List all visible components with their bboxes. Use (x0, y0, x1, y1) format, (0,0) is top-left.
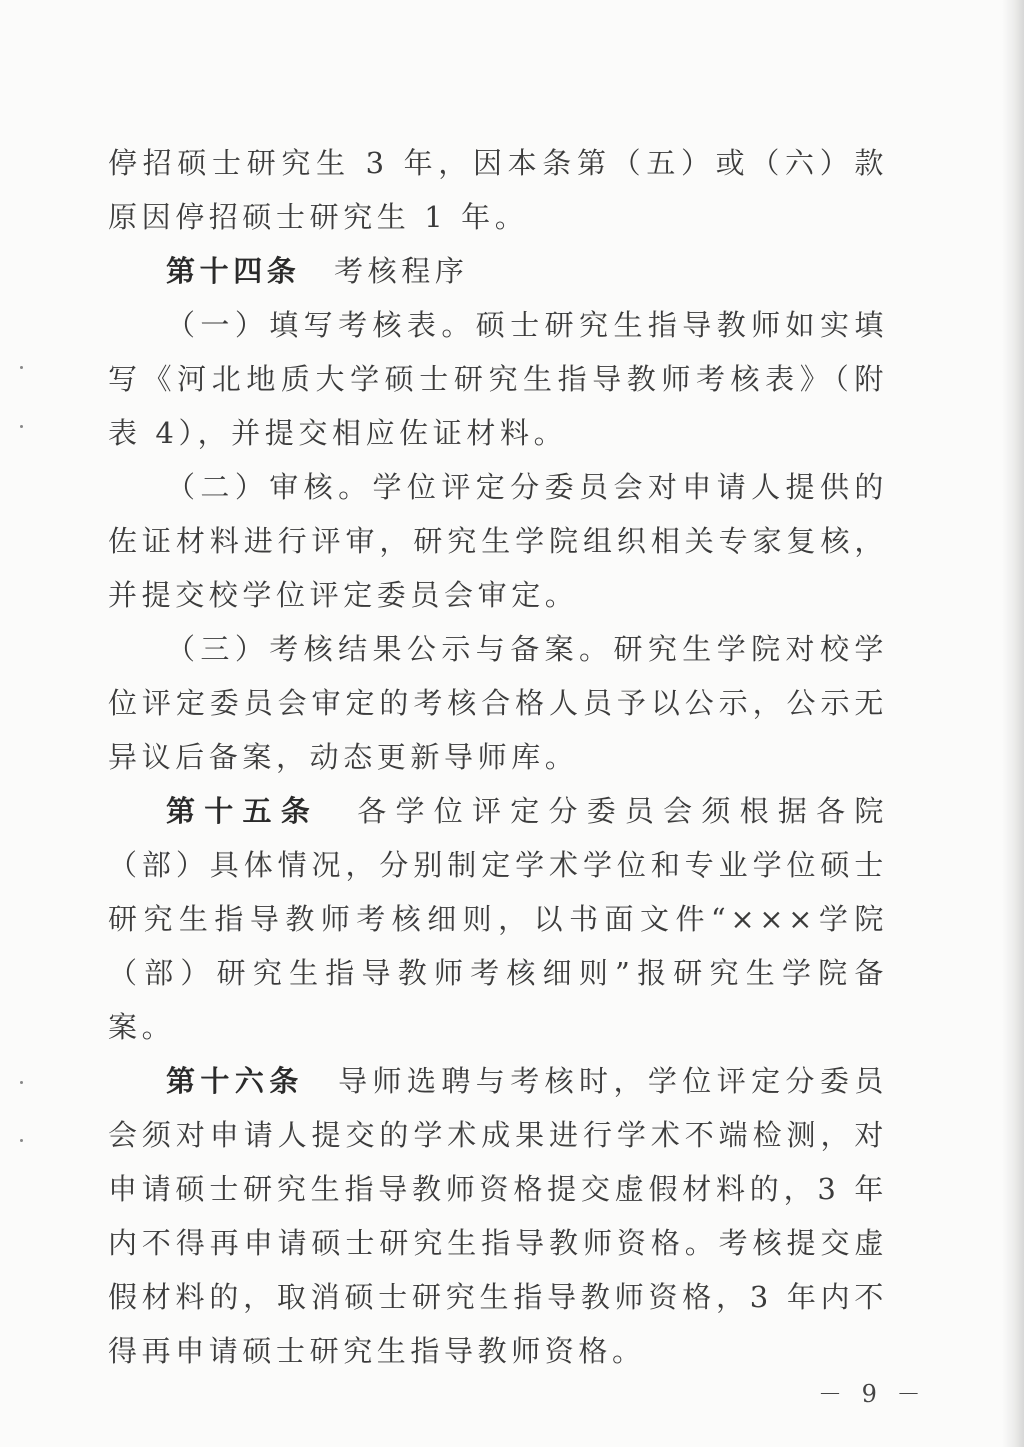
page-number: － 9 － (818, 1380, 927, 1408)
article-16 (108, 1054, 888, 1378)
article-number: 第十六条 (166, 1064, 304, 1098)
article-number: 第十四条 (166, 254, 301, 288)
paragraph-continuation (108, 136, 888, 244)
paragraph-text: （三）考核结果公示与备案。研究生学院对校学位评定委员会审定的考核合格人员予以公示，公示无异议后备案，动态更新导师库。 (108, 632, 888, 774)
paragraph-text: （二）审核。学位评定分委员会对申请人提供的佐证材料进行评审，研究生学院组织相关专家复核，并提交校学位评定委员会审定。 (108, 470, 888, 612)
paragraph-step-3 (108, 622, 888, 784)
article-number: 第十五条 (166, 794, 319, 828)
scan-speck (20, 425, 23, 428)
paragraph-text: 导师选聘与考核时，学位评定分委员会须对申请人提交的学术成果进行学术不端检测，对申请硕士研究生指导教师资格提交虚假材料的，3 年内不得再申请硕士研究生指导教师资格。考核提交虚假材料的，取消硕士研究生指导教师资格，3 年内不得再申请硕士研究生指导教师资格。 (108, 1064, 888, 1368)
body-text (108, 136, 888, 1378)
paragraph-text: 各学位评定分委员会须根据各院（部）具体情况，分别制定学术学位和专业学位硕士研究生指导教师考核细则，以书面文件“×××学院（部）研究生指导教师考核细则”报研究生学院备案。 (108, 794, 888, 1044)
scan-speck (20, 1081, 23, 1084)
scan-speck (20, 1139, 23, 1142)
paragraph-step-1 (108, 298, 888, 460)
article-15 (108, 784, 888, 1054)
scan-edge-shadow (1002, 0, 1024, 1447)
article-title: 考核程序 (334, 254, 469, 288)
article-14-heading (108, 244, 888, 298)
scan-speck (20, 366, 23, 369)
paragraph-text: （一）填写考核表。硕士研究生指导教师如实填写《河北地质大学硕士研究生指导教师考核表》（附表 4），并提交相应佐证材料。 (108, 308, 888, 450)
paragraph-step-2 (108, 460, 888, 622)
paragraph-text: 停招硕士研究生 3 年，因本条第（五）或（六）款原因停招硕士研究生 1 年。 (108, 146, 888, 234)
